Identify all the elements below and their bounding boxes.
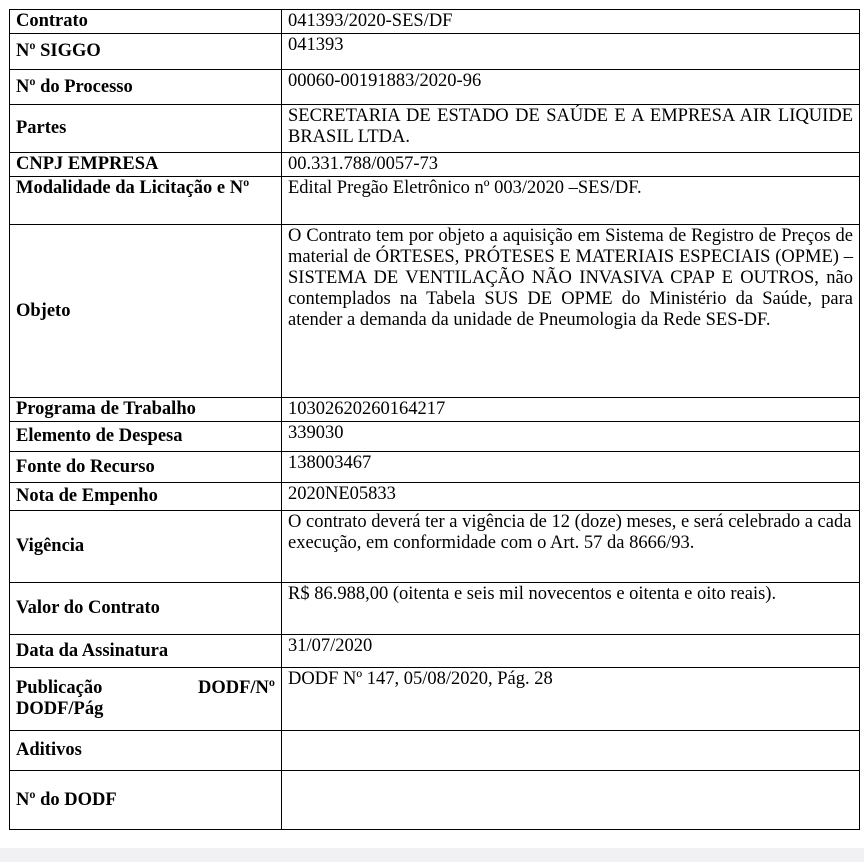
row-value-cnpj: 00.331.788/0057-73	[282, 153, 860, 177]
row-value-contrato: 041393/2020-SES/DF	[282, 10, 860, 34]
row-label-dodf: Nº do DODF	[10, 771, 282, 830]
row-value-objeto: O Contrato tem por objeto a aquisição em Sistema de Registro de Preços de material de ÓRTESES, PRÓTESES E MATERIAIS ESPECIAIS (OPME) – SISTEMA DE VENTILAÇÃO NÃO INVASIVA CPAP E OUTROS, não contemplados na Tabela SUS DE OPME do Ministério da Saúde, para atender a demanda da unidade de Pneumologia da Rede SES-DF.	[282, 225, 860, 398]
row-label-siggo: Nº SIGGO	[10, 34, 282, 70]
row-value-programa: 10302620260164217	[282, 398, 860, 422]
row-value-data: 31/07/2020	[282, 635, 860, 668]
table-row	[10, 153, 860, 177]
row-label-processo: Nº do Processo	[10, 70, 282, 105]
row-label-vigencia: Vigência	[10, 511, 282, 583]
table-row	[10, 583, 860, 635]
row-label-modalidade: Modalidade da Licitação e Nº	[10, 177, 282, 225]
table-row	[10, 511, 860, 583]
row-label-data: Data da Assinatura	[10, 635, 282, 668]
table-row	[10, 177, 860, 225]
row-value-vigencia: O contrato deverá ter a vigência de 12 (doze) meses, e será celebrado a cada execução, em conformidade com o Art. 57 da 8666/93.	[282, 511, 860, 583]
table-row	[10, 70, 860, 105]
row-label-valor: Valor do Contrato	[10, 583, 282, 635]
row-value-partes: SECRETARIA DE ESTADO DE SAÚDE E A EMPRESA AIR LIQUIDE BRASIL LTDA.	[282, 105, 860, 153]
row-label-publicacao: Publicação DODF/Nº DODF/Pág	[10, 668, 282, 731]
table-row	[10, 731, 860, 771]
row-value-modalidade: Edital Pregão Eletrônico nº 003/2020 –SES/DF.	[282, 177, 860, 225]
row-value-dodf	[282, 771, 860, 830]
row-value-empenho: 2020NE05833	[282, 483, 860, 511]
row-value-processo: 00060-00191883/2020-96	[282, 70, 860, 105]
row-value-siggo: 041393	[282, 34, 860, 70]
row-label-fonte: Fonte do Recurso	[10, 452, 282, 483]
row-label-partes: Partes	[10, 105, 282, 153]
row-label-empenho: Nota de Empenho	[10, 483, 282, 511]
row-label-objeto: Objeto	[10, 225, 282, 398]
table-row	[10, 771, 860, 830]
row-value-fonte: 138003467	[282, 452, 860, 483]
table-row	[10, 422, 860, 452]
row-label-contrato: Contrato	[10, 10, 282, 34]
row-value-valor: R$ 86.988,00 (oitenta e seis mil novecentos e oitenta e oito reais).	[282, 583, 860, 635]
table-row	[10, 225, 860, 398]
table-row	[10, 668, 860, 731]
row-label-aditivos: Aditivos	[10, 731, 282, 771]
table-row	[10, 34, 860, 70]
row-value-publicacao: DODF Nº 147, 05/08/2020, Pág. 28	[282, 668, 860, 731]
row-label-elemento: Elemento de Despesa	[10, 422, 282, 452]
table-row	[10, 10, 860, 34]
table-row	[10, 483, 860, 511]
table-row	[10, 452, 860, 483]
table-row	[10, 105, 860, 153]
row-value-elemento: 339030	[282, 422, 860, 452]
page-bottom-band	[0, 848, 864, 862]
table-row	[10, 635, 860, 668]
contract-summary-table	[9, 9, 860, 830]
row-label-cnpj: CNPJ EMPRESA	[10, 153, 282, 177]
row-label-programa: Programa de Trabalho	[10, 398, 282, 422]
row-value-aditivos	[282, 731, 860, 771]
table-row	[10, 398, 860, 422]
